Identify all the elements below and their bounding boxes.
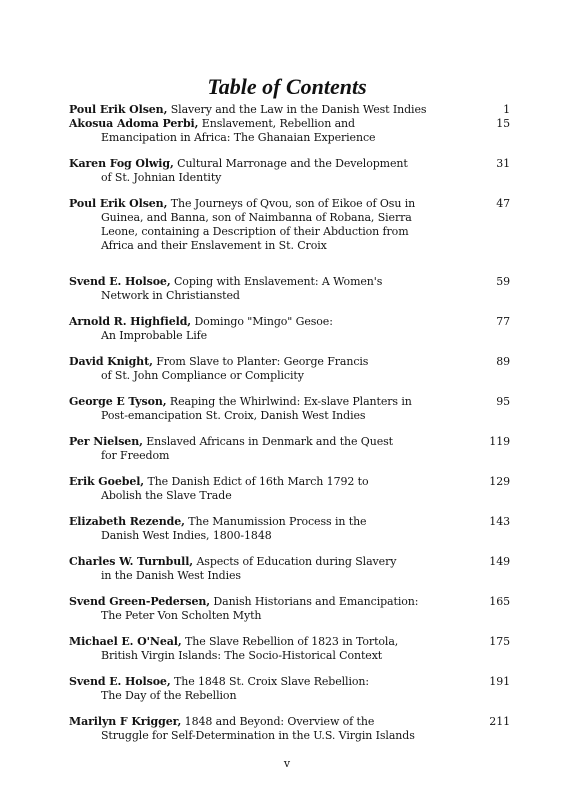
toc-title-text: The Slave Rebellion of 1823 in Tortola, [184,635,399,648]
toc-title-text: in the Danish West Indies [101,569,241,582]
toc-entry-line [69,369,474,383]
toc-entry [69,275,512,303]
page-folio: v [283,757,291,770]
toc-entry-line [69,635,474,649]
toc-title-text: The Peter Von Scholten Myth [101,609,262,622]
toc-title-text: of St. John Compliance or Complicity [101,369,304,382]
toc-entry-line [69,715,474,729]
toc-entry [69,635,512,663]
toc-author: Michael E. O'Neal, [69,635,182,648]
toc-page-number: 59 [496,275,510,288]
toc-page-number: 175 [489,635,510,648]
toc-title-text: Cultural Marronage and the Development [177,157,408,170]
toc-title-text: Emancipation in Africa: The Ghanaian Experience [101,131,376,144]
toc-page-number: 143 [489,515,510,528]
toc-entry-line [69,435,474,449]
toc-entry-line [69,355,474,369]
toc-title-text: Africa and their Enslavement in St. Croix [101,239,327,252]
toc-entry [69,197,512,253]
toc-entry [69,157,512,185]
toc-page-number: 31 [496,157,510,170]
toc-title-text: Enslavement, Rebellion and [201,117,355,130]
toc-author: Svend Green-Pedersen, [69,595,210,608]
toc-author: Svend E. Holsoe, [69,275,171,288]
toc-entry-line [69,395,474,409]
toc-entry-line [69,157,474,171]
toc-entry-line [69,529,474,543]
toc-title-text: Network in Christiansted [101,289,240,302]
toc-author: Poul Erik Olsen, [69,103,168,116]
toc-title-text: Reaping the Whirlwind: Ex-slave Planters in [169,395,412,408]
toc-entry-line [69,103,474,117]
toc-entry-line [69,239,474,253]
toc-title-text: Abolish the Slave Trade [101,489,232,502]
toc-entry [69,595,512,623]
toc-page-number: 129 [489,475,510,488]
toc-entry-line [69,449,474,463]
toc-title-text: of St. Johnian Identity [101,171,222,184]
toc-page-number: 119 [489,435,510,448]
toc-entry [69,315,512,343]
toc-author: Akosua Adoma Perbi, [69,117,199,130]
toc-author: Karen Fog Olwig, [69,157,174,170]
toc-entry [69,475,512,503]
toc-entry-line [69,197,474,211]
toc-title-text: From Slave to Planter: George Francis [156,355,369,368]
toc-entry-line [69,649,474,663]
toc-page-number: 149 [489,555,510,568]
toc-entry-line [69,475,474,489]
toc-author: Erik Goebel, [69,475,145,488]
toc-entry [69,515,512,543]
toc-title-text: Danish Historians and Emancipation: [213,595,419,608]
toc-entry-line [69,689,474,703]
toc-page-number: 95 [496,395,510,408]
toc-title-text: for Freedom [101,449,170,462]
toc-entry-line [69,315,474,329]
toc-entry-line [69,555,474,569]
toc-author: George E Tyson, [69,395,167,408]
toc-title-text: Danish West Indies, 1800-1848 [101,529,272,542]
toc-entry-line [69,275,474,289]
toc-title-text: The Journeys of Qvou, son of Eikoe of Osu in [170,197,416,210]
toc-page-number: 89 [496,355,510,368]
toc-title-text: British Virgin Islands: The Socio-Historical Context [101,649,383,662]
toc-entry-line [69,409,474,423]
toc-page-number: 77 [496,315,510,328]
toc-author: Per Nielsen, [69,435,143,448]
toc-title-text: Leone, containing a Description of their Abduction from [101,225,409,238]
toc-entry-line [69,489,474,503]
toc-entry-line [69,675,474,689]
toc-page-number: 211 [489,715,510,728]
toc-entry-line [69,729,474,743]
toc-title-text: Coping with Enslavement: A Women's [173,275,383,288]
toc-title-text: 1848 and Beyond: Overview of the [184,715,375,728]
toc-entry [69,355,512,383]
toc-title-text: Guinea, and Banna, son of Naimbanna of Robana, Sierra [101,211,412,224]
toc-page-number: 15 [496,117,510,130]
toc-entry-line [69,225,474,239]
toc-page-number: 1 [503,103,510,116]
toc-entry-line [69,609,474,623]
toc-title-text: The Day of the Rebellion [101,689,237,702]
toc-entry [69,395,512,423]
toc-title-text: Struggle for Self-Determination in the U.S. Virgin Islands [101,729,415,742]
page-title: Table of Contents [207,74,367,99]
toc-author: Marilyn F Krigger, [69,715,182,728]
toc-page-number: 47 [496,197,510,210]
toc-author: David Knight, [69,355,153,368]
toc-title-text: Aspects of Education during Slavery [196,555,397,568]
toc-page-number: 191 [489,675,510,688]
toc-title-text: The 1848 St. Croix Slave Rebellion: [173,675,370,688]
toc-entry [69,715,512,743]
toc-entry-line [69,171,474,185]
toc-title-text: The Danish Edict of 16th March 1792 to [147,475,369,488]
toc-entry [69,675,512,703]
toc-title-text: An Improbable Life [101,329,207,342]
toc-entry [69,117,512,145]
toc-title-text: The Manumission Process in the [188,515,367,528]
toc-entry [69,555,512,583]
toc-author: Poul Erik Olsen, [69,197,168,210]
table-of-contents [69,103,512,755]
toc-entry-line [69,569,474,583]
toc-title-text: Post-emancipation St. Croix, Danish West Indies [101,409,366,422]
toc-entry-line [69,289,474,303]
toc-entry-line [69,131,474,145]
toc-author: Arnold R. Highfield, [69,315,192,328]
toc-entry [69,435,512,463]
toc-author: Charles W. Turnbull, [69,555,194,568]
toc-page-number: 165 [489,595,510,608]
toc-entry-line [69,211,474,225]
toc-author: Elizabeth Rezende, [69,515,185,528]
toc-entry-line [69,329,474,343]
toc-entry-line [69,515,474,529]
toc-entry-line [69,595,474,609]
toc-title-text: Enslaved Africans in Denmark and the Quest [146,435,393,448]
toc-author: Svend E. Holsoe, [69,675,171,688]
toc-entry [69,103,512,117]
toc-entry-line [69,117,474,131]
toc-title-text: Slavery and the Law in the Danish West Indies [170,103,427,116]
toc-title-text: Domingo "Mingo" Gesoe: [194,315,333,328]
